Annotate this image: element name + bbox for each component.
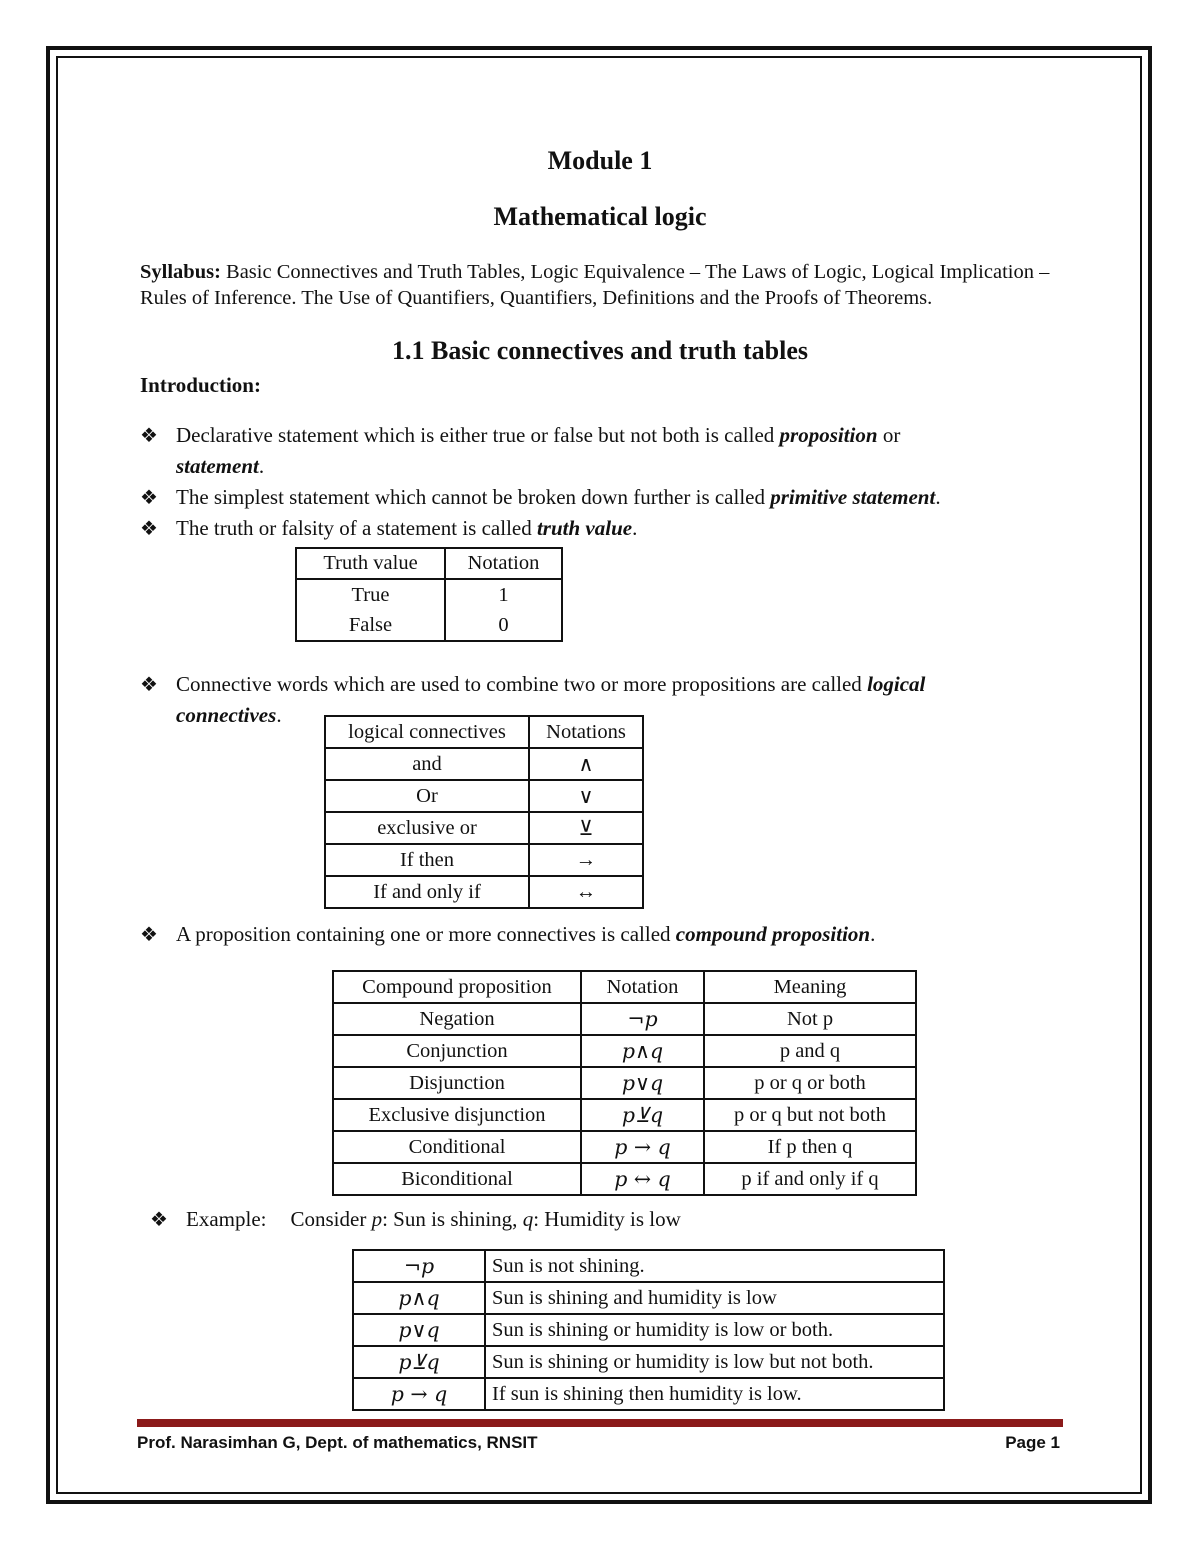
table-header: logical connectives xyxy=(325,716,529,748)
table-cell: Exclusive disjunction xyxy=(333,1099,581,1131)
table-cell: p → q xyxy=(353,1378,485,1410)
page-title: Mathematical logic xyxy=(493,202,707,231)
table-cell: If then xyxy=(325,844,529,876)
table-cell: p or q or both xyxy=(704,1067,916,1099)
diamond-bullet-icon: ❖ xyxy=(150,1207,168,1231)
syllabus-paragraph xyxy=(140,259,1070,311)
table-cell: Biconditional xyxy=(333,1163,581,1195)
table-header: Notations xyxy=(529,716,643,748)
table-cell: p⊻q xyxy=(581,1099,704,1131)
table-cell: Conditional xyxy=(333,1131,581,1163)
table-cell: If sun is shining then humidity is low. xyxy=(485,1378,944,1410)
table-header: Truth value xyxy=(296,548,445,579)
table-header: Meaning xyxy=(704,971,916,1003)
syllabus-text: Basic Connectives and Truth Tables, Logic Equivalence – The Laws of Logic, Logical Implication – Rules of Inference. The Use of Quantifiers, Quantifiers, Definitions and the Proofs of Theorems. xyxy=(140,261,1050,309)
table-cell: ↔ xyxy=(529,876,643,908)
example-table xyxy=(352,1249,945,1411)
table-cell: If and only if xyxy=(325,876,529,908)
table-cell: and xyxy=(325,748,529,780)
table-cell: p∨q xyxy=(581,1067,704,1099)
table-cell: 0 xyxy=(445,610,562,641)
table-cell: p if and only if q xyxy=(704,1163,916,1195)
table-cell: ∨ xyxy=(529,780,643,812)
diamond-bullet-icon: ❖ xyxy=(140,516,158,540)
table-cell: Sun is shining or humidity is low or both. xyxy=(485,1314,944,1346)
diamond-bullet-icon: ❖ xyxy=(140,485,158,509)
table-cell: p∨q xyxy=(353,1314,485,1346)
syllabus-label: Syllabus: xyxy=(140,261,221,283)
footer-divider xyxy=(137,1419,1063,1427)
table-cell: Not p xyxy=(704,1003,916,1035)
table-cell: p∧q xyxy=(581,1035,704,1067)
table-cell: → xyxy=(529,844,643,876)
table-cell: Or xyxy=(325,780,529,812)
table-cell: ⊻ xyxy=(529,812,643,844)
table-cell: 1 xyxy=(445,579,562,610)
connectives-table xyxy=(324,715,644,909)
table-cell: p and q xyxy=(704,1035,916,1067)
table-cell: False xyxy=(296,610,445,641)
table-cell: Sun is not shining. xyxy=(485,1250,944,1282)
page-number: Page 1 xyxy=(1005,1433,1060,1452)
table-cell: p or q but not both xyxy=(704,1099,916,1131)
diamond-bullet-icon: ❖ xyxy=(140,423,158,447)
table-cell: p∧q xyxy=(353,1282,485,1314)
table-cell: ¬p xyxy=(581,1003,704,1035)
module-heading: Module 1 xyxy=(547,146,653,175)
table-cell: ¬p xyxy=(353,1250,485,1282)
table-cell: Sun is shining or humidity is low but not both. xyxy=(485,1346,944,1378)
table-cell: Sun is shining and humidity is low xyxy=(485,1282,944,1314)
compound-proposition-table xyxy=(332,970,917,1196)
section-heading: 1.1 Basic connectives and truth tables xyxy=(392,336,808,365)
table-cell: p ↔ q xyxy=(581,1163,704,1195)
table-cell: Negation xyxy=(333,1003,581,1035)
table-cell: ∧ xyxy=(529,748,643,780)
table-header: Compound proposition xyxy=(333,971,581,1003)
truth-value-table xyxy=(295,547,563,642)
table-cell: exclusive or xyxy=(325,812,529,844)
intro-heading: Introduction: xyxy=(140,373,261,397)
footer-author: Prof. Narasimhan G, Dept. of mathematics, RNSIT xyxy=(137,1433,538,1452)
table-header: Notation xyxy=(445,548,562,579)
table-cell: True xyxy=(296,579,445,610)
table-cell: Conjunction xyxy=(333,1035,581,1067)
table-cell: If p then q xyxy=(704,1131,916,1163)
table-cell: p⊻q xyxy=(353,1346,485,1378)
table-header: Notation xyxy=(581,971,704,1003)
table-cell: p → q xyxy=(581,1131,704,1163)
table-cell: Disjunction xyxy=(333,1067,581,1099)
diamond-bullet-icon: ❖ xyxy=(140,672,158,696)
diamond-bullet-icon: ❖ xyxy=(140,922,158,946)
